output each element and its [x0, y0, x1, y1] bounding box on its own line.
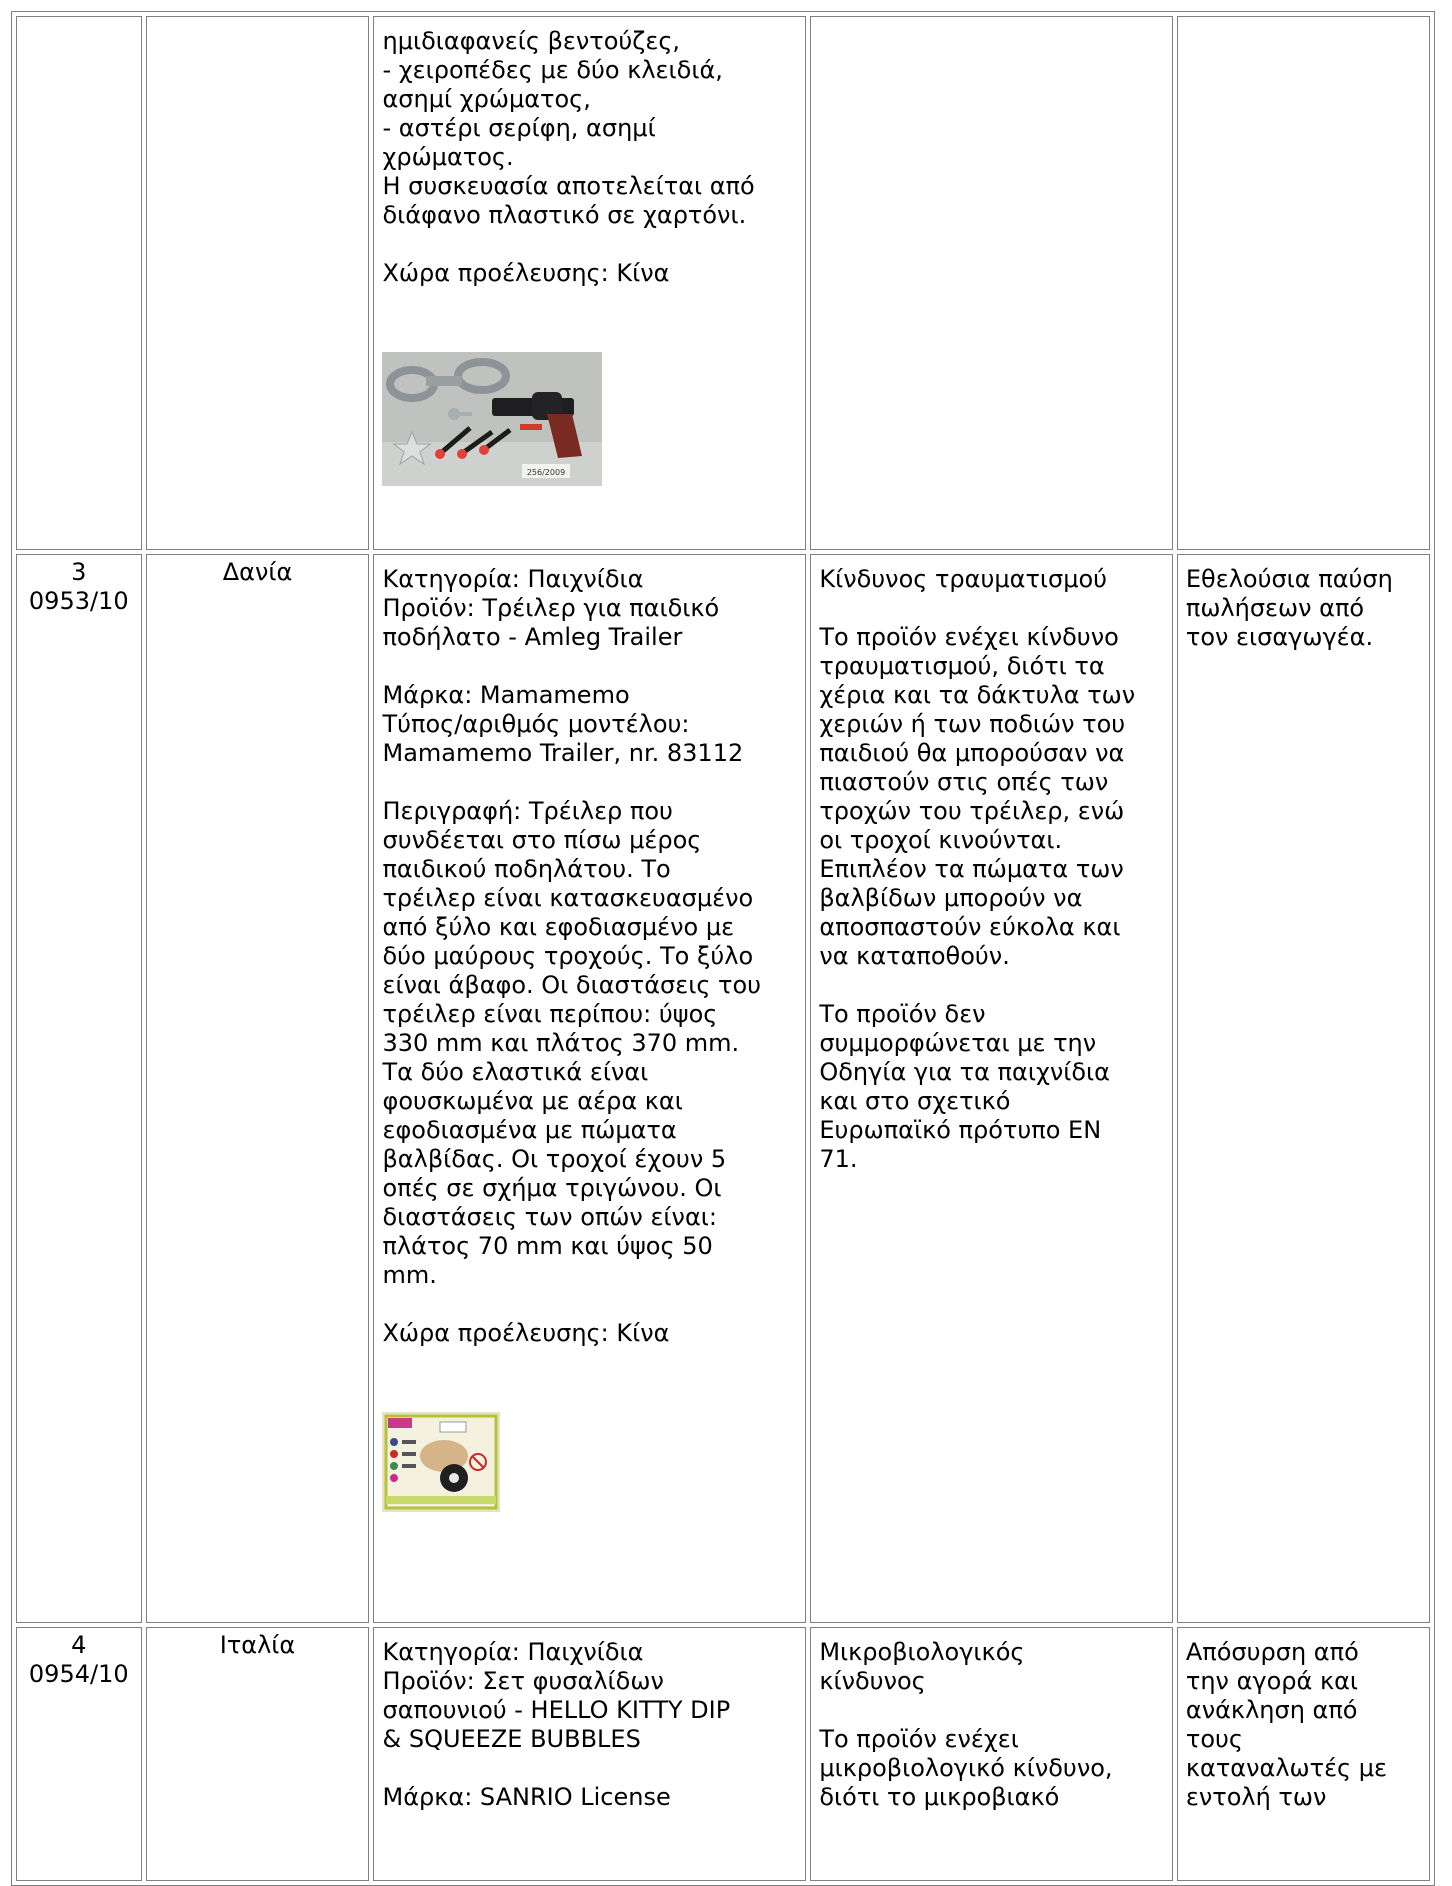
risk-line: βαλβίδων μπορούν να	[819, 884, 1083, 912]
notification-number-cell	[16, 554, 142, 1623]
risk-line: οι τροχοί κινούνται.	[819, 826, 1063, 854]
risk-line: αποσπαστούν εύκολα και	[819, 913, 1121, 941]
description-line: 330 mm και πλάτος 370 mm.	[382, 1029, 740, 1057]
description-line: διάφανο πλαστικό σε χαρτόνι.	[382, 201, 747, 229]
description-line: ασημί χρώματος,	[382, 85, 591, 113]
description-line: Τα δύο ελαστικά είναι	[382, 1058, 649, 1086]
risk-line: και στο σχετικό	[819, 1087, 1011, 1115]
measure-line: την αγορά και	[1185, 1667, 1359, 1695]
description-line: συνδέεται στο πίσω μέρος	[382, 826, 702, 854]
description-line: χρώματος.	[382, 143, 514, 171]
notification-number: 4	[71, 1631, 87, 1659]
risk-line: να καταποθούν.	[819, 942, 1010, 970]
risk-line: Οδηγία για τα παιχνίδια	[819, 1058, 1110, 1086]
description-line: ποδήλατο - Amleg Trailer	[382, 623, 683, 651]
description-block	[382, 259, 797, 288]
description-line: εφοδιασμένα με πώματα	[382, 1116, 677, 1144]
notification-number: 3	[71, 558, 87, 586]
photo-caption: 256/2009	[527, 468, 566, 477]
description-line: διαστάσεις των οπών είναι:	[382, 1203, 717, 1231]
description-line: Η συσκευασία αποτελείται από	[382, 172, 755, 200]
description-line: Κατηγορία: Παιχνίδια	[382, 1638, 644, 1666]
measure-line: ανάκληση από	[1185, 1696, 1358, 1724]
measures-cell	[1177, 16, 1430, 550]
description-line: Τύπος/αριθμός μοντέλου:	[382, 710, 690, 738]
product-description-cell	[373, 16, 806, 550]
measure-line: τους	[1185, 1725, 1243, 1753]
risk-block	[819, 1000, 1164, 1174]
description-block	[382, 1638, 797, 1754]
product-description-cell	[373, 554, 806, 1623]
risk-line: Το προϊόν ενέχει κίνδυνο	[819, 623, 1119, 651]
description-line: Μάρκα: Mamamemo	[382, 681, 630, 709]
description-line: Προϊόν: Σετ φυσαλίδων	[382, 1667, 664, 1695]
risk-block	[819, 1638, 1164, 1696]
description-block	[382, 1783, 797, 1812]
risk-block	[819, 565, 1164, 594]
description-line: βαλβίδας. Οι τροχοί έχουν 5	[382, 1145, 727, 1173]
description-line: από ξύλο και εφοδιασμένο με	[382, 913, 735, 941]
risk-cell	[810, 16, 1173, 550]
measures-block	[1186, 1638, 1421, 1812]
description-block	[382, 565, 797, 652]
measure-line: Απόσυρση από	[1185, 1638, 1359, 1666]
measure-line: καταναλωτές με	[1185, 1754, 1388, 1782]
measures-cell	[1177, 554, 1430, 1623]
measures-block	[1186, 565, 1421, 652]
risk-line: χεριών ή των ποδιών του	[819, 710, 1126, 738]
risk-line: Ευρωπαϊκό πρότυπο EN	[819, 1116, 1102, 1144]
notification-code: 0954/10	[28, 1660, 129, 1688]
risk-line: τροχών του τρέιλερ, ενώ	[819, 797, 1125, 825]
risk-block	[819, 623, 1164, 971]
description-line: Μάρκα: SANRIO License	[382, 1783, 671, 1811]
country-cell	[146, 16, 370, 550]
table-row	[16, 554, 1430, 1623]
description-line: παιδικού ποδηλάτου. Το	[382, 855, 671, 883]
description-block	[382, 681, 797, 768]
description-line: πλάτος 70 mm και ύψος 50	[382, 1232, 713, 1260]
notification-code: 0953/10	[28, 587, 129, 615]
description-line: σαπουνιού - HELLO KITTY DIP	[382, 1696, 731, 1724]
risk-line: διότι το μικροβιακό	[819, 1783, 1060, 1811]
risk-type: κίνδυνος	[819, 1667, 926, 1695]
description-line: οπές σε σχήμα τριγώνου. Οι	[382, 1174, 722, 1202]
risk-line: 71.	[819, 1145, 858, 1173]
risk-type: Μικροβιολογικός	[819, 1638, 1025, 1666]
risk-line: παιδιού θα μπορούσαν να	[819, 739, 1125, 767]
country-cell	[146, 1627, 370, 1881]
risk-line: Το προϊόν δεν	[819, 1000, 986, 1028]
risk-line: χέρια και τα δάκτυλα των	[819, 681, 1136, 709]
description-line: & SQUEEZE BUBBLES	[382, 1725, 641, 1753]
toy-police-set-photo	[382, 352, 602, 486]
description-line: Κατηγορία: Παιχνίδια	[382, 565, 644, 593]
notification-number-cell	[16, 1627, 142, 1881]
notifying-country: Ιταλία	[219, 1631, 296, 1659]
risk-line: Το προϊόν ενέχει	[819, 1725, 1019, 1753]
description-line: mm.	[382, 1261, 437, 1289]
trailer-box-photo	[382, 1412, 500, 1512]
description-block	[382, 27, 797, 230]
description-line: Mamamemo Trailer, nr. 83112	[382, 739, 744, 767]
table-row	[16, 16, 1430, 550]
description-line: είναι άβαφο. Οι διαστάσεις του	[382, 971, 762, 999]
measure-line: πωλήσεων από	[1185, 594, 1365, 622]
risk-line: πιαστούν στις οπές των	[819, 768, 1109, 796]
notifications-table	[11, 11, 1435, 1886]
country-cell	[146, 554, 370, 1623]
risk-line: τραυματισμού, διότι τα	[819, 652, 1105, 680]
measures-cell	[1177, 1627, 1430, 1881]
measure-line: εντολή των	[1185, 1783, 1327, 1811]
measure-line: τον εισαγωγέα.	[1185, 623, 1374, 651]
description-line: δύο μαύρους τροχούς. Το ξύλο	[382, 942, 754, 970]
risk-line: Επιπλέον τα πώματα των	[819, 855, 1124, 883]
description-line: τρέιλερ είναι κατασκευασμένο	[382, 884, 754, 912]
description-line: ημιδιαφανείς βεντούζες,	[382, 27, 681, 55]
risk-type: Κίνδυνος τραυματισμού	[819, 565, 1108, 593]
notifying-country: Δανία	[222, 558, 293, 586]
description-line: - χειροπέδες με δύο κλειδιά,	[382, 56, 723, 84]
risk-line: συμμορφώνεται με την	[819, 1029, 1097, 1057]
notification-number-cell	[16, 16, 142, 550]
description-line: τρέιλερ είναι περίπου: ύψος	[382, 1000, 718, 1028]
measure-line: Εθελούσια παύση	[1185, 565, 1393, 593]
description-block	[382, 1319, 797, 1348]
risk-cell	[810, 554, 1173, 1623]
risk-block	[819, 1725, 1164, 1812]
table-row	[16, 1627, 1430, 1881]
origin-line: Χώρα προέλευσης: Κίνα	[382, 259, 670, 287]
origin-line: Χώρα προέλευσης: Κίνα	[382, 1319, 670, 1347]
description-block	[382, 797, 797, 1290]
product-description-cell	[373, 1627, 806, 1881]
risk-cell	[810, 1627, 1173, 1881]
description-line: Προϊόν: Τρέιλερ για παιδικό	[382, 594, 720, 622]
description-line: - αστέρι σερίφη, ασημί	[382, 114, 656, 142]
description-line: Περιγραφή: Τρέιλερ που	[382, 797, 673, 825]
description-line: φουσκωμένα με αέρα και	[382, 1087, 683, 1115]
risk-line: μικροβιολογικό κίνδυνο,	[819, 1754, 1113, 1782]
